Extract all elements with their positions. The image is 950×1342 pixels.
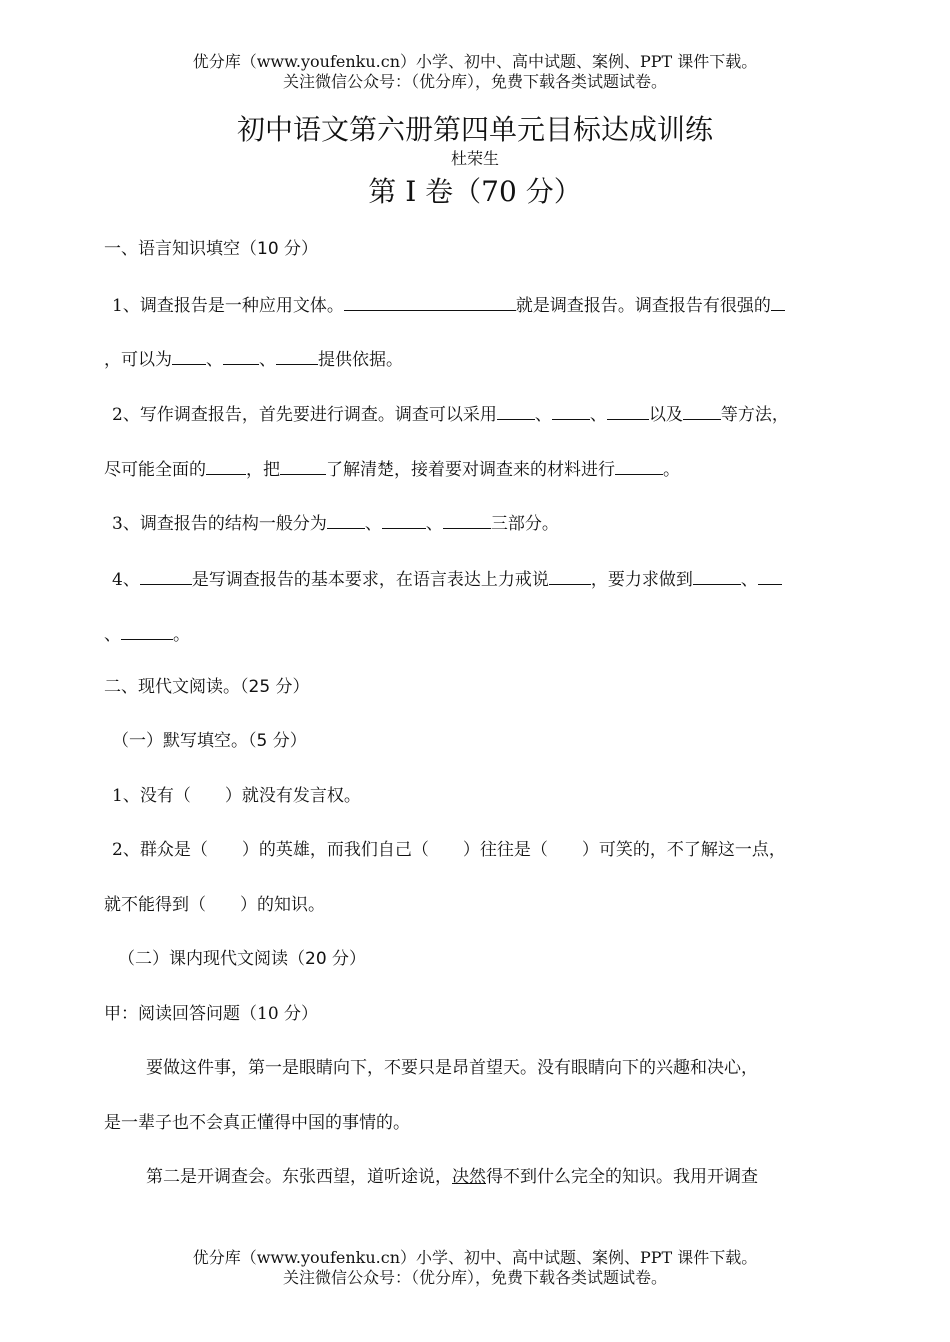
recite-question-2-line-2: 就不能得到（ ）的知识。: [104, 895, 325, 915]
question-4-line-2: 、 。: [104, 621, 846, 647]
volume-heading: 第 I 卷（70 分）: [368, 175, 582, 208]
question-2-line-2: 尽可能全面的 ，把 了解清楚，接着要对调查来的材料进行 。: [104, 456, 846, 482]
footer-line-2: 关注微信公众号：（优分库），免费下载各类试题试卷。: [282, 1268, 667, 1287]
blank: [683, 401, 721, 420]
blank: [140, 566, 192, 585]
blank: [276, 346, 318, 365]
passage-para-1-line-1: 要做这件事，第一是眼睛向下，不要只是昂首望天。没有眼睛向下的兴趣和决心，: [146, 1058, 758, 1078]
blank: [771, 292, 785, 311]
section-1-heading: 一、语言知识填空（10 分）: [104, 239, 319, 259]
blank: [443, 510, 491, 529]
blank: [223, 346, 259, 365]
footer-line-1: 优分库（www.youfenku.cn）小学、初中、高中试题、案例、PPT 课件下载。: [192, 1248, 758, 1267]
question-4-line-1: 4、 是写调查报告的基本要求，在语言表达上力戒说 ，要力求做到 、: [112, 566, 854, 592]
blank: [607, 401, 649, 420]
blank: [758, 566, 782, 585]
question-1-line-2: ，可以为 、 、 提供依据。: [104, 346, 846, 372]
reading-part-a-label: 甲：阅读回答问题（10 分）: [104, 1004, 319, 1024]
passage-para-2-line-1: 第二是开调查会。东张西望，道听途说，决然得不到什么完全的知识。我用开调查: [146, 1167, 758, 1187]
blank: [327, 510, 365, 529]
blank: [693, 566, 741, 585]
blank: [344, 292, 516, 311]
recite-question-1: 1、没有（ ）就没有发言权。: [112, 786, 361, 806]
blank: [552, 401, 590, 420]
blank: [121, 621, 173, 640]
header-line-2: 关注微信公众号：（优分库），免费下载各类试题试卷。: [282, 72, 667, 91]
recite-question-2-line-1: 2、群众是（ ）的英雄，而我们自己（ ）往往是（ ）可笑的，不了解这一点，: [112, 840, 786, 860]
question-1-line-1: 1、调查报告是一种应用文体。 就是调查报告。调查报告有很强的: [112, 292, 854, 318]
section-2-heading: 二、现代文阅读。（25 分）: [104, 677, 310, 697]
blank: [497, 401, 535, 420]
blank: [615, 456, 663, 475]
blank: [549, 566, 591, 585]
blank: [172, 346, 206, 365]
subsection-1-heading: （一）默写填空。（5 分）: [112, 731, 307, 751]
question-3: 3、调查报告的结构一般分为 、 、 三部分。: [112, 510, 854, 536]
blank: [382, 510, 426, 529]
blank: [280, 456, 326, 475]
page-title: 初中语文第六册第四单元目标达成训练: [236, 113, 713, 146]
blank: [206, 456, 246, 475]
header-line-1: 优分库（www.youfenku.cn）小学、初中、高中试题、案例、PPT 课件下载。: [192, 52, 758, 71]
subsection-2-heading: （二）课内现代文阅读（20 分）: [118, 949, 367, 969]
author: 杜荣生: [450, 149, 499, 168]
question-2-line-1: 2、写作调查报告，首先要进行调查。调查可以采用 、 、 以及 等方法，: [112, 401, 854, 427]
passage-para-1-line-2: 是一辈子也不会真正懂得中国的事情的。: [104, 1113, 410, 1133]
